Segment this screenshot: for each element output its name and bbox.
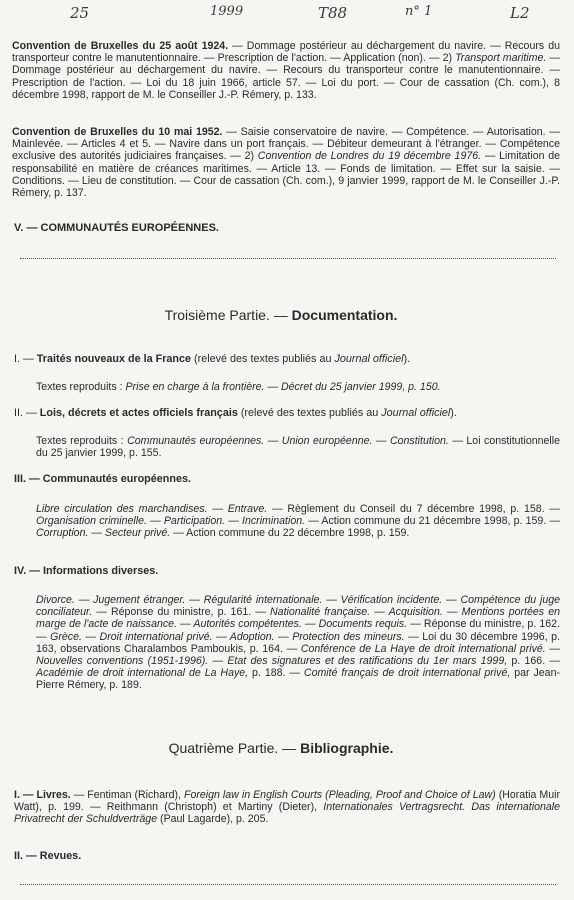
texts-list: Communautés européennes. — Union européenne. — Constitution.	[127, 435, 449, 447]
part-heading	[0, 740, 568, 756]
convention-entry	[12, 40, 560, 101]
handwritten-note: n° 1	[405, 4, 433, 19]
text-plain: — Action commune du 21 décembre 1998, p. 159. —	[305, 515, 560, 528]
texts-label: Textes reproduits :	[36, 381, 126, 393]
part-prefix: Quatrième Partie. —	[168, 740, 301, 756]
text-italic: Comité français de droit international privé,	[303, 667, 511, 680]
doc-section-heading	[14, 353, 560, 365]
part-title: Documentation.	[291, 307, 398, 323]
text-italic: Conférence de La Haye de droit international privé. — Nouvelles conventions (1951-1996). — Etat des signatures et des ratifications du 1er mars 1999,	[36, 642, 560, 668]
part-title: Bibliographie.	[300, 740, 394, 756]
section-note: ).	[403, 353, 411, 365]
text-italic: Divorce. — Jugement étranger. — Régularité internationale. — Vérification incidente. — Compétence du juge conciliateur.	[36, 594, 560, 619]
text-plain: (Horatia Muir Watt), p. 199. — Reithmann (Christoph) et Martiny (Dieter),	[14, 789, 560, 814]
doc-section-heading	[14, 407, 560, 419]
text-plain: p. 188. —	[248, 667, 304, 680]
text-italic: Grèce. — Droit international privé. — Adoption. — Protection des mineurs.	[50, 630, 405, 643]
handwritten-note: L2	[510, 4, 530, 22]
section-note: (relevé des textes publiés au	[191, 353, 335, 365]
biblio-livres	[14, 789, 560, 826]
text-plain: — Loi du 30 décembre 1996, p. 163, observations Charalambos Pamboukis, p. 164. —	[36, 630, 560, 655]
doc-section-text	[36, 594, 560, 692]
section-title: III. — Communautés européennes.	[14, 473, 191, 485]
book-title: Internationales Vertragsrecht. Das internationale Privatrecht der Schuldverträge	[14, 801, 560, 826]
handwritten-note: 1999	[210, 4, 244, 19]
text-plain: — Fentiman (Richard),	[70, 789, 184, 801]
dotted-divider	[20, 258, 556, 259]
text-plain: — Réponse du ministre, p. 162. —	[36, 618, 560, 643]
text-italic: Libre circulation des marchandises. — Entrave.	[36, 503, 268, 515]
section-number: II. —	[14, 407, 40, 419]
journal-name: Journal officiel	[334, 353, 404, 365]
handwritten-note: 25	[70, 4, 90, 22]
convention-entry	[12, 126, 560, 199]
book-title: Foreign law in English Courts (Pleading, Proof and Choice of Law)	[184, 789, 496, 801]
convention-text: — Dommage postérieur au déchargement du navire. — Recours du transporteur contre le manutentionnaire. — Prescription de l'action. — Application (non). — 2)	[12, 40, 560, 65]
convention-italic: Convention de Londres du 19 décembre 1976.	[257, 150, 482, 163]
text-italic: Corruption. — Secteur privé.	[36, 527, 171, 540]
section-title: Lois, décrets et actes officiels français	[39, 407, 238, 419]
text-plain: — Action commune du 22 décembre 1998, p. 159.	[170, 527, 410, 540]
section-number: I. —	[14, 353, 37, 365]
text-plain: — Réponse du ministre, p. 161. —	[92, 606, 271, 619]
handwritten-note: T88	[318, 4, 348, 22]
texts-label: Textes reproduits :	[36, 435, 128, 447]
texts-list: — Loi constitutionnelle du 25 janvier 1999, p. 155.	[36, 435, 560, 460]
doc-section-text	[36, 381, 560, 393]
text-italic: Organisation criminelle. — Participation. — Incrimination.	[36, 515, 306, 528]
doc-section-text	[36, 435, 560, 459]
part-heading	[0, 307, 568, 323]
section-heading-v: V. — COMMUNAUTÉS EUROPÉENNES.	[14, 222, 219, 234]
text-plain: (Paul Lagarde), p. 205.	[157, 813, 269, 826]
text-italic: Académie de droit international de La Haye,	[36, 667, 249, 680]
convention-text: — Saisie conservatoire de navire. — Compétence. — Autorisation. — Mainlevée. — Articles 4 et 5. — Navire dans un port français. — Débiteur demeurant à l'étranger. — Compétence exclusive des autorités judiciaires françaises. — 2)	[12, 126, 560, 163]
convention-text: — Limitation de responsabilité en matière de créances maritimes. — Article 13. — Fonds de limitation. — Effet sur la saisie. — Conditions. — Lieu de constitution. — Cour de cassation (Ch. com.), 9 janvier 1999, rapport de M. le Conseiller J.-P. Rémery, p. 137.	[12, 150, 561, 200]
section-title: IV. — Informations diverses.	[14, 565, 159, 577]
doc-section-text	[36, 503, 560, 540]
convention-title: Convention de Bruxelles du 10 mai 1952.	[12, 126, 223, 138]
section-note: (relevé des textes publiés au	[237, 407, 382, 419]
doc-section-heading	[14, 850, 560, 862]
doc-section-heading	[14, 473, 560, 485]
text-italic: Nationalité française. — Acquisition. — Mentions portées en marge de l'acte de naissance. — Autorités compétentes. — Documents requis.	[36, 606, 560, 631]
dotted-divider	[20, 884, 556, 885]
text-plain: p. 166. —	[507, 655, 560, 668]
section-title: I. — Livres.	[14, 789, 71, 801]
doc-section-heading	[14, 565, 560, 577]
text-plain: — Règlement du Conseil du 7 décembre 1998, p. 158. —	[267, 503, 561, 515]
convention-text: — Dommage postérieur au déchargement du navire. — Recours du transporteur contre le manutentionnaire. — Prescription de l'action. — Loi du 18 juin 1966, article 57. — Loi du port. — Cour de cassation (Ch. com.), 8 décembre 1998, rapport de M. le Conseiller J.-P. Rémery, p. 133.	[12, 52, 560, 101]
section-title: II. — Revues.	[14, 850, 82, 862]
journal-name: Journal officiel	[381, 407, 451, 419]
convention-title: Convention de Bruxelles du 25 août 1924.	[12, 40, 229, 52]
convention-italic: Transport maritime.	[455, 52, 547, 65]
texts-list: Prise en charge à la frontière. — Décret du 25 janvier 1999, p. 150.	[125, 381, 441, 393]
section-title: Traités nouveaux de la France	[36, 353, 192, 365]
part-prefix: Troisième Partie. —	[164, 307, 292, 323]
text-plain: par Jean-Pierre Rémery, p. 189.	[36, 667, 560, 692]
section-note: ).	[450, 407, 457, 419]
